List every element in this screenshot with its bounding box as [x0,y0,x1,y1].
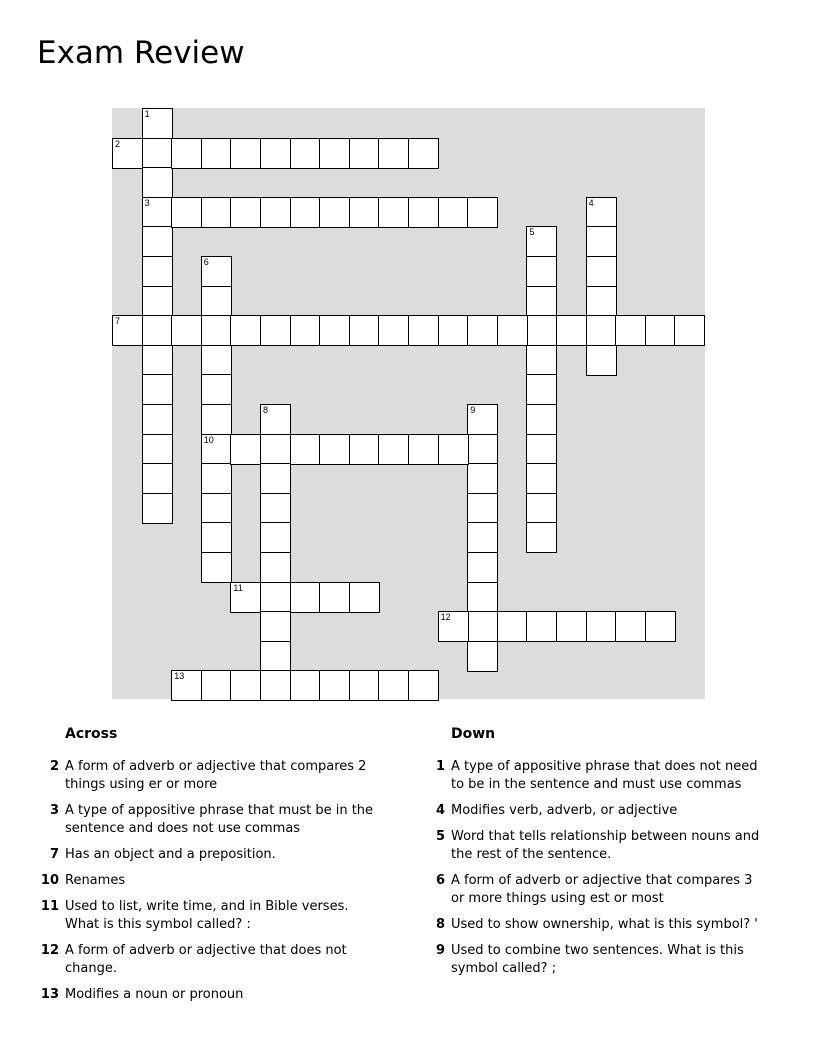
crossword-cell[interactable] [142,404,173,435]
crossword-cell[interactable] [201,552,232,583]
clue-text: A form of adverb or adjective that does not change. [65,943,347,976]
crossword-cell[interactable] [142,138,173,169]
crossword-cell[interactable] [467,493,498,524]
crossword-cell[interactable] [438,315,469,346]
crossword-cell[interactable] [260,641,291,672]
cell-number: 9 [470,405,476,415]
crossword-cell[interactable] [467,522,498,553]
crossword-cell[interactable] [467,641,498,672]
cell-number: 3 [144,197,150,208]
across-clue [41,758,381,794]
crossword-cell[interactable] [290,197,321,228]
crossword-cell[interactable] [526,286,557,317]
crossword-cell[interactable] [201,522,232,553]
crossword-cell[interactable] [645,315,676,346]
crossword-cell[interactable] [260,582,291,613]
crossword-cell[interactable] [260,522,291,553]
clue-number: 5 [435,829,445,844]
crossword-grid [112,108,705,699]
clue-number: 9 [435,943,445,958]
clue-number: 4 [435,803,445,818]
crossword-cell[interactable] [467,404,498,435]
crossword-cell[interactable] [586,226,617,257]
crossword-cell[interactable] [142,167,173,198]
crossword-cell[interactable] [260,315,291,346]
cell-number: 13 [174,671,185,682]
across-clue-list [41,758,381,1012]
crossword-cell[interactable] [408,138,439,169]
crossword-cell[interactable] [112,315,143,346]
crossword-cell[interactable] [201,434,232,465]
crossword-cell[interactable] [290,138,321,169]
crossword-cell[interactable] [230,670,261,701]
crossword-cell[interactable] [201,138,232,169]
crossword-cell[interactable] [467,582,498,613]
clue-number: 6 [435,873,445,888]
crossword-cell[interactable] [230,582,261,613]
crossword-cell[interactable] [438,197,469,228]
crossword-cell[interactable] [438,434,469,465]
crossword-cell[interactable] [586,256,617,287]
crossword-cell[interactable] [378,670,409,701]
clue-text: Used to list, write time, and in Bible verses. What is this symbol called? : [65,899,349,932]
crossword-cell[interactable] [112,138,143,169]
crossword-cell[interactable] [260,493,291,524]
crossword-cell[interactable] [201,670,232,701]
clue-number: 12 [40,943,59,958]
cell-number: 1 [144,109,150,119]
cell-number: 2 [115,138,121,149]
crossword-cell[interactable] [526,611,557,642]
across-clue [41,802,381,838]
crossword-cell[interactable] [319,138,350,169]
crossword-cell[interactable] [556,611,587,642]
crossword-cell[interactable] [319,197,350,228]
clue-number: 2 [49,759,59,774]
across-clue [41,846,381,864]
crossword-cell[interactable] [142,434,173,465]
crossword-cell[interactable] [526,522,557,553]
clue-number: 10 [40,873,59,888]
crossword-cell[interactable] [526,315,557,346]
crossword-cell[interactable] [171,197,202,228]
crossword-cell[interactable] [201,286,232,317]
down-clue [427,872,767,908]
crossword-cell[interactable] [438,611,469,642]
crossword-cell[interactable] [586,315,617,346]
clue-text: Word that tells relationship between nouns and the rest of the sentence. [451,829,760,862]
crossword-cell[interactable] [526,434,557,465]
crossword-cell[interactable] [142,226,173,257]
crossword-cell[interactable] [408,670,439,701]
crossword-cell[interactable] [142,315,173,346]
clue-text: Used to show ownership, what is this symbol? ' [451,917,758,932]
across-clue [41,942,381,978]
crossword-cell[interactable] [290,434,321,465]
crossword-cell[interactable] [171,670,202,701]
crossword-cell[interactable] [378,434,409,465]
crossword-cell[interactable] [290,670,321,701]
crossword-cell[interactable] [378,315,409,346]
crossword-cell[interactable] [230,315,261,346]
crossword-cell[interactable] [319,315,350,346]
crossword-cell[interactable] [142,256,173,287]
crossword-cell[interactable] [586,197,617,228]
crossword-cell[interactable] [349,670,380,701]
down-clue [427,942,767,978]
cell-number: 10 [203,434,214,445]
across-heading: Across [65,726,118,742]
crossword-cell[interactable] [615,315,646,346]
crossword-cell[interactable] [497,315,528,346]
crossword-cell[interactable] [260,138,291,169]
crossword-cell[interactable] [201,404,232,435]
crossword-cell[interactable] [201,197,232,228]
clue-number: 3 [49,803,59,818]
crossword-cell[interactable] [586,286,617,317]
clue-text: Modifies verb, adverb, or adjective [451,803,678,818]
cell-number: 8 [263,405,269,415]
down-clue [427,802,767,820]
crossword-cell[interactable] [556,315,587,346]
clue-text: Has an object and a preposition. [65,847,276,862]
crossword-cell[interactable] [260,670,291,701]
crossword-cell[interactable] [319,670,350,701]
crossword-cell[interactable] [142,374,173,405]
crossword-cell[interactable] [201,374,232,405]
down-clue [427,916,767,934]
across-clue [41,986,381,1004]
crossword-cell[interactable] [467,463,498,494]
crossword-cell[interactable] [171,138,202,169]
crossword-cell[interactable] [142,197,173,228]
crossword-cell[interactable] [349,315,380,346]
cell-number: 7 [115,316,121,327]
crossword-cell[interactable] [171,315,202,346]
crossword-cell[interactable] [526,493,557,524]
crossword-cell[interactable] [142,108,173,139]
crossword-cell[interactable] [319,434,350,465]
crossword-cell[interactable] [349,197,380,228]
crossword-cell[interactable] [142,286,173,317]
clue-number: 1 [435,759,445,774]
down-heading: Down [451,726,496,742]
cell-number: 6 [203,257,209,267]
crossword-cell[interactable] [645,611,676,642]
down-clue-list [427,758,767,986]
crossword-cell[interactable] [201,256,232,287]
crossword-cell[interactable] [260,552,291,583]
cell-number: 4 [588,197,594,208]
crossword-cell[interactable] [586,345,617,376]
crossword-cell[interactable] [526,256,557,287]
clue-number: 13 [40,987,59,1002]
cell-number: 11 [233,582,243,593]
down-clue [427,758,767,794]
crossword-cell[interactable] [142,493,173,524]
crossword-cell[interactable] [260,463,291,494]
crossword-cell[interactable] [201,315,232,346]
crossword-cell[interactable] [408,315,439,346]
cell-number: 12 [440,612,451,623]
crossword-cell[interactable] [349,434,380,465]
crossword-cell[interactable] [467,197,498,228]
crossword-cell[interactable] [526,404,557,435]
crossword-cell[interactable] [201,493,232,524]
crossword-cell[interactable] [378,138,409,169]
crossword-cell[interactable] [467,315,498,346]
crossword-cell[interactable] [260,197,291,228]
crossword-cell[interactable] [290,582,321,613]
crossword-cell[interactable] [142,345,173,376]
crossword-cell[interactable] [586,611,617,642]
crossword-cell[interactable] [467,434,498,465]
crossword-cell[interactable] [201,463,232,494]
crossword-cell[interactable] [230,197,261,228]
crossword-cell[interactable] [260,611,291,642]
crossword-cell[interactable] [142,463,173,494]
clue-number: 11 [40,899,59,914]
crossword-cell[interactable] [230,138,261,169]
clue-text: Renames [65,873,126,888]
clue-text: A type of appositive phrase that must be in the sentence and does not use commas [65,803,374,836]
crossword-cell[interactable] [526,374,557,405]
crossword-cell[interactable] [526,463,557,494]
crossword-cell[interactable] [497,611,528,642]
crossword-cell[interactable] [467,552,498,583]
clue-text: A type of appositive phrase that does not need to be in the sentence and must use commas [451,759,758,792]
crossword-cell[interactable] [349,138,380,169]
clue-text: Modifies a noun or pronoun [65,987,244,1002]
cell-number: 5 [529,227,535,238]
crossword-cell[interactable] [201,345,232,376]
crossword-cell[interactable] [408,197,439,228]
clue-text: A form of adverb or adjective that compares 3 or more things using est or most [451,873,753,906]
crossword-cell[interactable] [260,404,291,435]
clue-text: A form of adverb or adjective that compares 2 things using er or more [65,759,367,792]
crossword-cell[interactable] [260,434,291,465]
down-clue [427,828,767,864]
crossword-cell[interactable] [319,582,350,613]
crossword-cell[interactable] [408,434,439,465]
clue-text: Used to combine two sentences. What is this symbol called? ; [451,943,744,976]
crossword-cell[interactable] [674,315,705,346]
crossword-cell[interactable] [467,611,498,642]
across-clue [41,898,381,934]
across-clue [41,872,381,890]
page-title: Exam Review [37,35,245,71]
crossword-cell[interactable] [230,434,261,465]
crossword-cell[interactable] [290,315,321,346]
clue-number: 8 [435,917,445,932]
crossword-cell[interactable] [349,582,380,613]
crossword-cell[interactable] [615,611,646,642]
crossword-cell[interactable] [378,197,409,228]
crossword-cell[interactable] [526,345,557,376]
clue-number: 7 [49,847,59,862]
crossword-cell[interactable] [526,226,557,257]
